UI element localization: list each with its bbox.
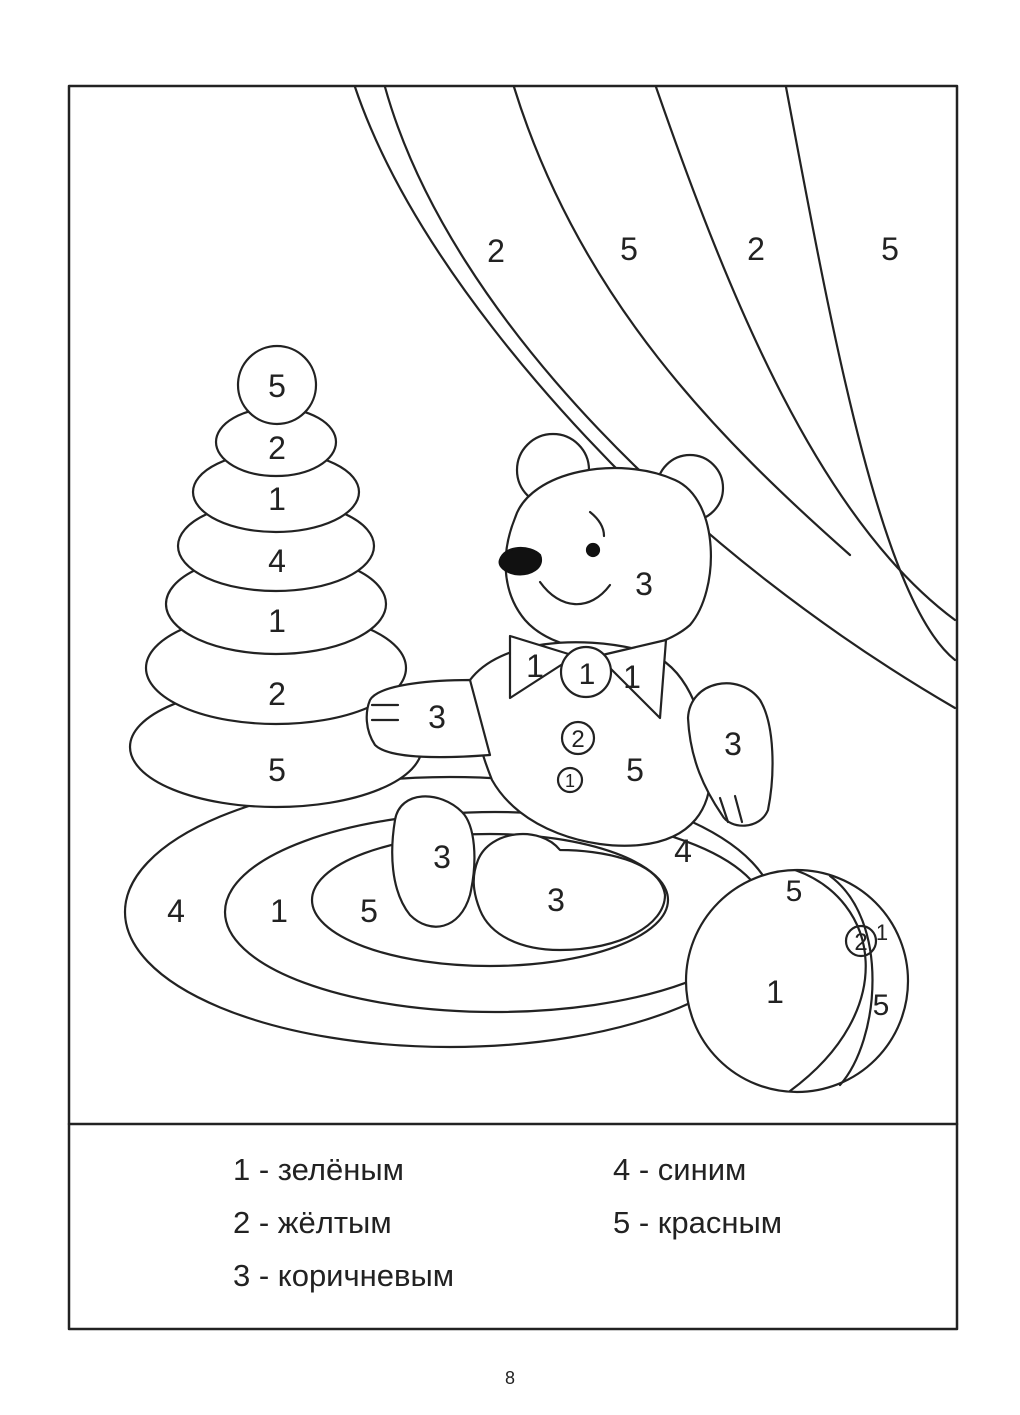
- rug-between-legs-number: 4: [674, 833, 692, 869]
- pyramid-ring-number-3: 4: [268, 543, 286, 579]
- legend-item-4: 4 - синим: [613, 1152, 747, 1187]
- curtain-number-3: 2: [747, 231, 765, 267]
- curtain-number-4: 5: [881, 231, 899, 267]
- pyramid-ring-number-4: 1: [268, 603, 286, 639]
- bear-leg-right-number: 3: [547, 882, 565, 918]
- curtain-number-1: 2: [487, 233, 505, 269]
- bear-button-big-number: 2: [571, 726, 585, 753]
- rug-middle-number: 1: [270, 893, 288, 929]
- pyramid-ring-number-1: 2: [268, 430, 286, 466]
- legend-item-3: 3 - коричневым: [233, 1258, 455, 1293]
- bear-bow-left-number: 1: [526, 648, 544, 684]
- bear-bow-center-number: 1: [578, 658, 596, 691]
- legend-item-2: 2 - жёлтым: [233, 1205, 392, 1240]
- legend-item-1: 1 - зелёным: [233, 1152, 404, 1187]
- bear-right-arm-number: 3: [724, 726, 742, 762]
- ball-top-stripe-number: 5: [785, 875, 803, 908]
- curtain-number-2: 5: [620, 231, 638, 267]
- ball-main-number: 1: [766, 974, 784, 1010]
- bear-bow-right-number: 1: [623, 659, 641, 695]
- rug-inner-number: 5: [360, 893, 378, 929]
- ball-edge-stripe-number: 1: [875, 920, 889, 945]
- bear-left-arm-number: 3: [428, 699, 446, 735]
- pyramid-ring-number-5: 2: [268, 676, 286, 712]
- pyramid-ring-number-6: 5: [268, 752, 286, 788]
- pyramid-top-number: 5: [268, 368, 286, 404]
- bear-leg-left-number: 3: [433, 839, 451, 875]
- teddy-bear: [367, 434, 773, 950]
- bear-head-number: 3: [635, 566, 653, 602]
- bear-body-number: 5: [626, 752, 644, 788]
- rug-outer-number: 4: [167, 893, 185, 929]
- bear-button-small-number: 1: [564, 771, 576, 791]
- ball-center-badge-number: 2: [854, 929, 868, 956]
- ball-right-stripe-number: 5: [872, 989, 890, 1022]
- legend-item-5: 5 - красным: [613, 1205, 783, 1240]
- page-number: 8: [504, 1368, 515, 1388]
- pyramid-ring-number-2: 1: [268, 481, 286, 517]
